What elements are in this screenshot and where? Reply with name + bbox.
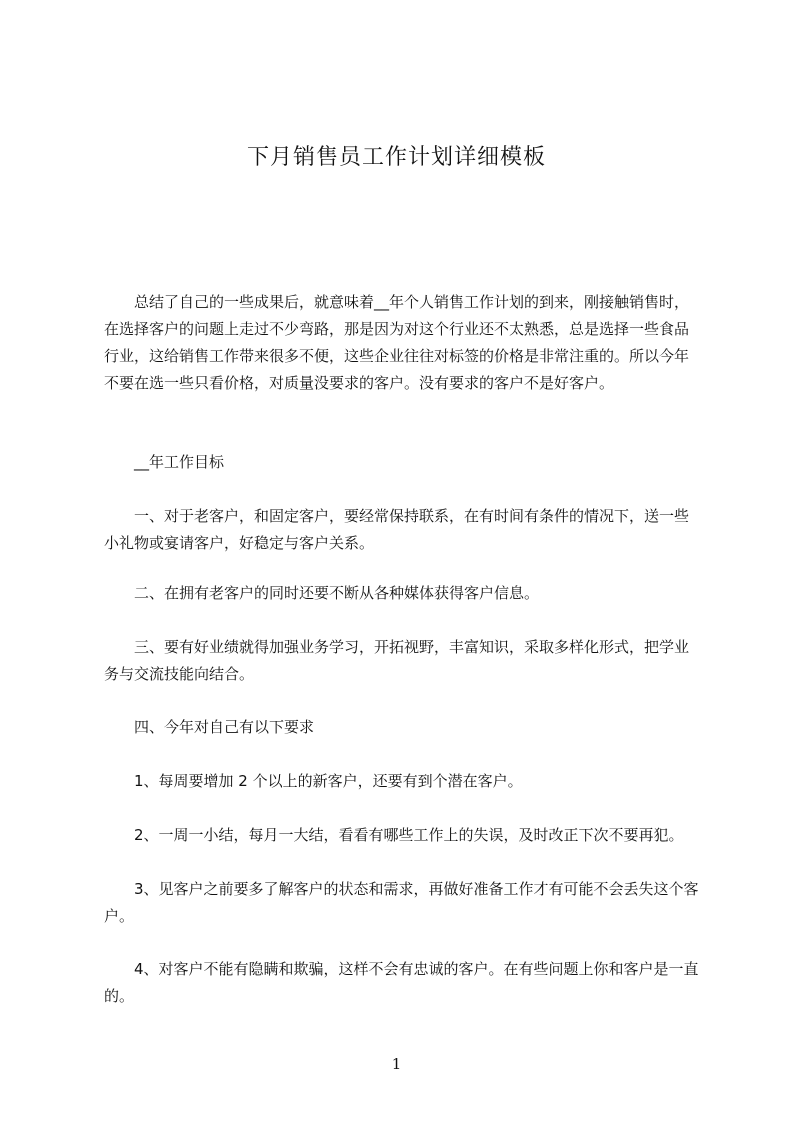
goal-item-1: 一、对于老客户，和固定客户，要经常保持联系，在有时间有条件的情况下，送一些小礼物或宴请客户，好稳定与客户关系。 [104, 507, 690, 552]
section-heading-goals: __年工作目标 [134, 453, 225, 471]
goal-item-3: 三、要有好业绩就得加强业务学习，开拓视野，丰富知识，采取多样化形式，把学业务与交流技能向结合。 [104, 638, 690, 683]
goal-item-4: 四、今年对自己有以下要求 [134, 718, 315, 736]
requirement-item-2: 2、一周一小结，每月一大结，看看有哪些工作上的失误，及时改正下次不要再犯。 [134, 826, 684, 844]
goal-item-2: 二、在拥有老客户的同时还要不断从各种媒体获得客户信息。 [134, 584, 540, 602]
intro-paragraph: 总结了自己的一些成果后，就意味着__年个人销售工作计划的到来，刚接触销售时，在选择客户的问题上走过不少弯路，那是因为对这个行业还不太熟悉，总是选择一些食品行业，这给销售工作带来很多不便，这些企业往往对标签的价格是非常注重的。所以今年不要在选一些只看价格，对质量没要求的客户。没有要求的客户不是好客户。 [104, 293, 690, 392]
page-number: 1 [391, 1055, 402, 1073]
requirement-item-1: 1、每周要增加 2 个以上的新客户，还要有到个潜在客户。 [134, 772, 523, 790]
requirement-item-4: 4、对客户不能有隐瞒和欺骗，这样不会有忠诚的客户。在有些问题上你和客户是一直的。 [104, 960, 699, 1005]
document-title: 下月销售员工作计划详细模板 [246, 145, 546, 170]
requirement-item-3: 3、见客户之前要多了解客户的状态和需求，再做好准备工作才有可能不会丢失这个客户。 [104, 880, 699, 925]
